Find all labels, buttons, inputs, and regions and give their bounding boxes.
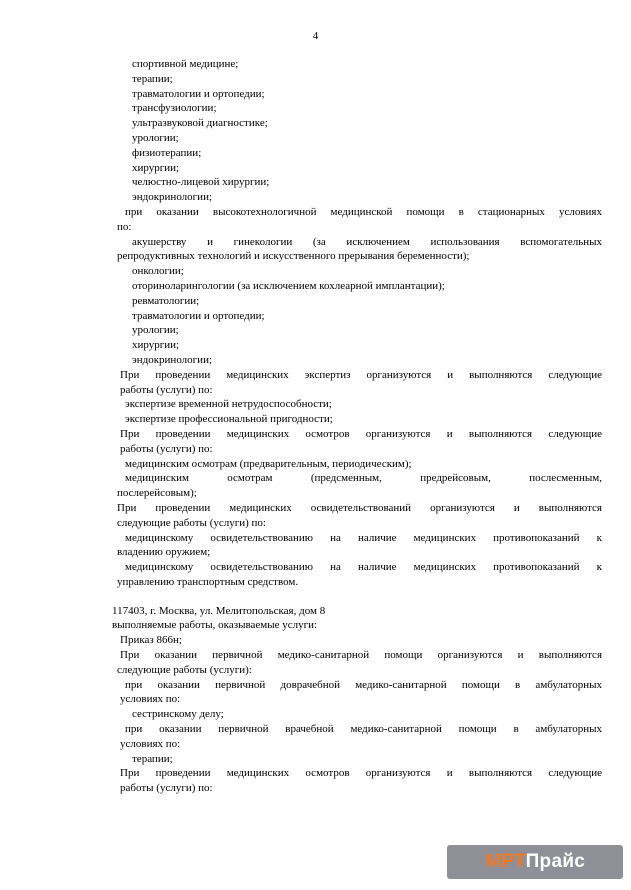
text-line: управлению транспортным средством. [117,575,299,588]
text-line: при оказании первичной врачебной медико-санитарной помощи в амбулаторных [125,723,602,736]
text-line: терапии; [132,752,173,765]
text-line: хирургии; [132,161,180,174]
text-line: экспертизе временной нетрудоспособности; [125,398,332,411]
text-line: медицинскому освидетельствованию на наличие медицинских противопоказаний к [125,531,602,544]
text-line: терапии; [132,72,173,85]
text-line: При проведении медицинских осмотров организуются и выполняются следующие [120,427,602,440]
text-line: При проведении медицинских осмотров организуются и выполняются следующие [120,767,602,780]
text-line: травматологии и ортопедии; [132,87,265,100]
text-line: эндокринологии; [132,353,213,366]
text-line: экспертизе профессиональной пригодности; [125,413,333,426]
text-line: Приказ 866н; [120,634,182,647]
text-line: трансфузиологии; [132,102,217,115]
watermark-part-price: Прайс [525,851,586,872]
text-line: сестринскому делу; [132,708,224,721]
text-line: условиях по: [120,737,181,750]
text-line: репродуктивных технологий и искусственного прерывания беременности); [117,250,470,263]
text-line: онкологии; [132,265,184,278]
mrtprice-watermark-logo [447,845,623,879]
text-line: акушерству и гинекологии (за исключением использования вспомогательных [132,235,602,248]
text-line: оториноларингологии (за исключением кохлеарной имплантации); [132,279,445,292]
page-number: 4 [312,30,319,42]
text-line: урологии; [132,131,179,144]
text-line: При проведении медицинских освидетельствований организуются и выполняются [117,501,602,514]
text-line: владению оружием; [117,546,211,559]
text-line: эндокринологии; [132,191,213,204]
text-line: медицинским осмотрам (предварительным, периодическим); [125,457,412,470]
text-line: хирургии; [132,339,180,352]
text-line: послерейсовым); [117,487,197,500]
text-line: следующие работы (услуги): [117,663,252,676]
text-line: челюстно-лицевой хирургии; [132,176,270,189]
text-line: ревматологии; [132,294,200,307]
text-line: медицинскому освидетельствованию на наличие медицинских противопоказаний к [125,561,602,574]
text-line: при оказании высокотехнологичной медицинской помощи в стационарных условиях [125,205,602,218]
text-line: ультразвуковой диагностике; [132,117,268,130]
text-line: При оказании первичной медико-санитарной помощи организуются и выполняются [120,649,602,662]
watermark-part-mrt: МРТ [484,851,526,872]
text-line: следующие работы (услуги) по: [117,516,266,529]
text-line: спортивной медицине; [132,58,239,70]
text-line: работы (услуги) по: [120,782,213,795]
text-line: урологии; [132,324,179,337]
text-line: работы (услуги) по: [120,442,213,455]
text-line: травматологии и ортопедии; [132,309,265,322]
text-line: по: [117,220,132,233]
text-line: При проведении медицинских экспертиз организуются и выполняются следующие [120,368,602,381]
text-line: при оказании первичной доврачебной медико-санитарной помощи в амбулаторных [125,678,602,691]
document-body [0,57,631,796]
text-line: условиях по: [120,693,181,706]
address-line: 117403, г. Москва, ул. Мелитопольская, дом 8 [112,604,326,617]
text-line: работы (услуги) по: [120,383,213,396]
text-line: медицинским осмотрам (предсменным, предрейсовым, послесменным, [125,472,602,485]
text-line: физиотерапии; [132,146,202,159]
text-line: выполняемые работы, оказываемые услуги: [112,619,318,632]
